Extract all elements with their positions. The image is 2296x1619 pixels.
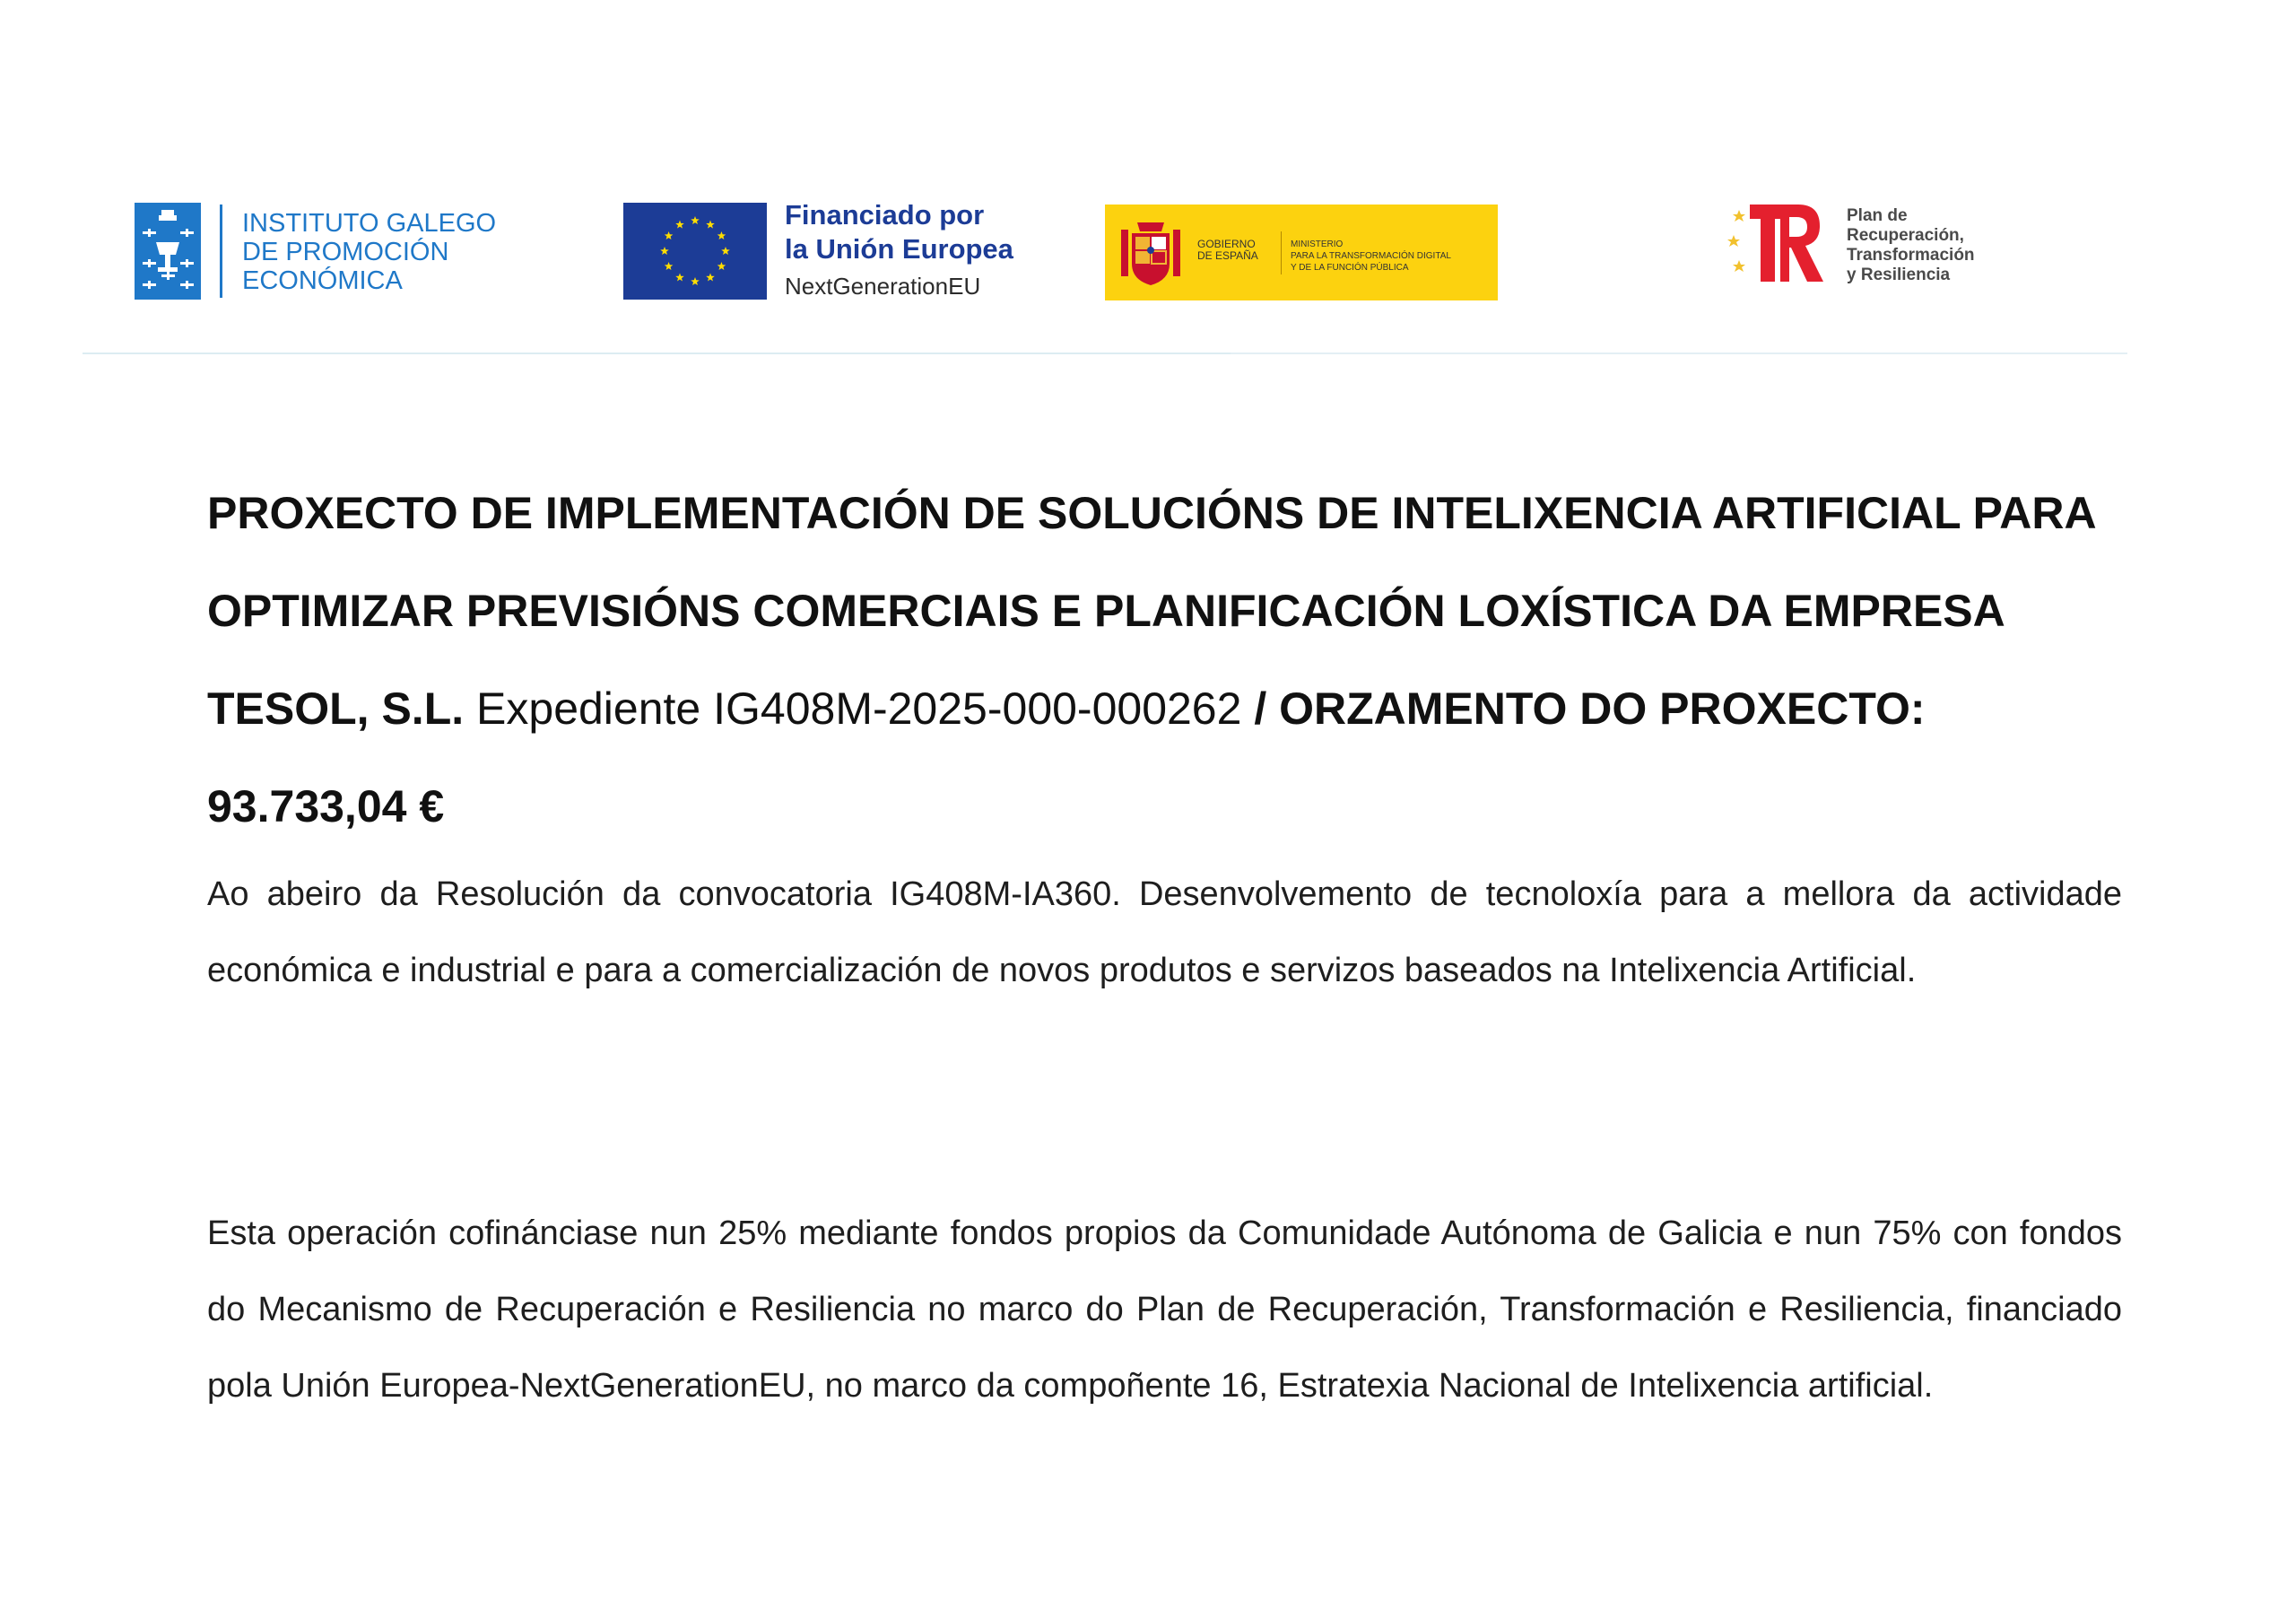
eu-star-icon	[718, 231, 726, 239]
expediente-number: Expediente IG408M-2025-000-000262	[464, 683, 1255, 734]
eu-star-icon	[675, 221, 684, 229]
eu-star-icon	[706, 221, 715, 229]
eu-star-icon	[706, 273, 715, 281]
igape-name: INSTITUTO GALEGO DE PROMOCIÓN ECONÓMICA	[242, 209, 497, 295]
gobierno-label: GOBIERNO DE ESPAÑA	[1197, 238, 1258, 262]
resolution-paragraph: Ao abeiro da Resolución da convocatoria IG408M-IA360. Desenvolvemento de tecnoloxía para a mellora da actividade económica e industrial e para a comercialización de novos produtos e servizos baseados na Intelixencia Artificial.	[207, 875, 2122, 989]
eu-star-icon	[660, 247, 669, 255]
project-title-main: PROXECTO DE IMPLEMENTACIÓN DE SOLUCIÓNS DE INTELIXENCIA ARTIFICIAL PARA OPTIMIZAR PREVISIÓNS COMERCIAIS E PLANIFICACIÓN LOXÍSTICA DA EMPRESA TESOL, S.L.	[207, 488, 2095, 734]
eu-star-icon	[718, 262, 726, 270]
eu-line-3: NextGenerationEU	[785, 273, 981, 300]
eu-star-icon	[691, 277, 700, 285]
eu-line-2: la Unión Europea	[785, 233, 1013, 265]
eu-line-1: Financiado por	[785, 199, 985, 231]
eu-star-icon	[675, 273, 684, 281]
eu-star-icon	[665, 231, 674, 239]
igape-logo	[135, 203, 497, 301]
eu-star-icon	[691, 216, 700, 224]
eu-star-icon	[721, 247, 730, 255]
prtr-tr-icon	[1726, 199, 1834, 289]
spain-coat-of-arms-icon	[1119, 217, 1182, 289]
prtr-logo	[1726, 199, 1996, 289]
eu-star-icon	[665, 262, 674, 270]
igape-divider	[220, 205, 222, 298]
header-divider-extension	[1231, 353, 2127, 354]
eu-funding-logo	[623, 199, 1036, 311]
cofinancing-paragraph: Esta operación cofinánciase nun 25% mediante fondos propios da Comunidade Autónoma de Galicia e nun 75% con fondos do Mecanismo de Recuperación e Resiliencia no marco do Plan de Recuperación, Transformación e Resiliencia, financiado pola Unión Europea-NextGenerationEU, no marco da compoñente 16, Estratexia Nacional de Intelixencia artificial.	[207, 1214, 2122, 1405]
gobierno-divider	[1281, 231, 1282, 274]
ministerio-label: MINISTERIO PARA LA TRANSFORMACIÓN DIGITAL Y DE LA FUNCIÓN PÚBLICA	[1291, 239, 1451, 273]
project-budget: / ORZAMENTO DO PROXECTO: 93.733,04 €	[207, 683, 1926, 831]
gobierno-espana-logo	[1105, 205, 1498, 300]
galicia-emblem-icon	[135, 203, 201, 300]
prtr-name: Plan de Recuperación, Transformación y Resiliencia	[1847, 206, 1975, 284]
header-divider	[83, 353, 1231, 354]
logo-bar	[0, 0, 2296, 359]
eu-flag-icon	[623, 203, 767, 300]
project-title	[207, 465, 2126, 856]
